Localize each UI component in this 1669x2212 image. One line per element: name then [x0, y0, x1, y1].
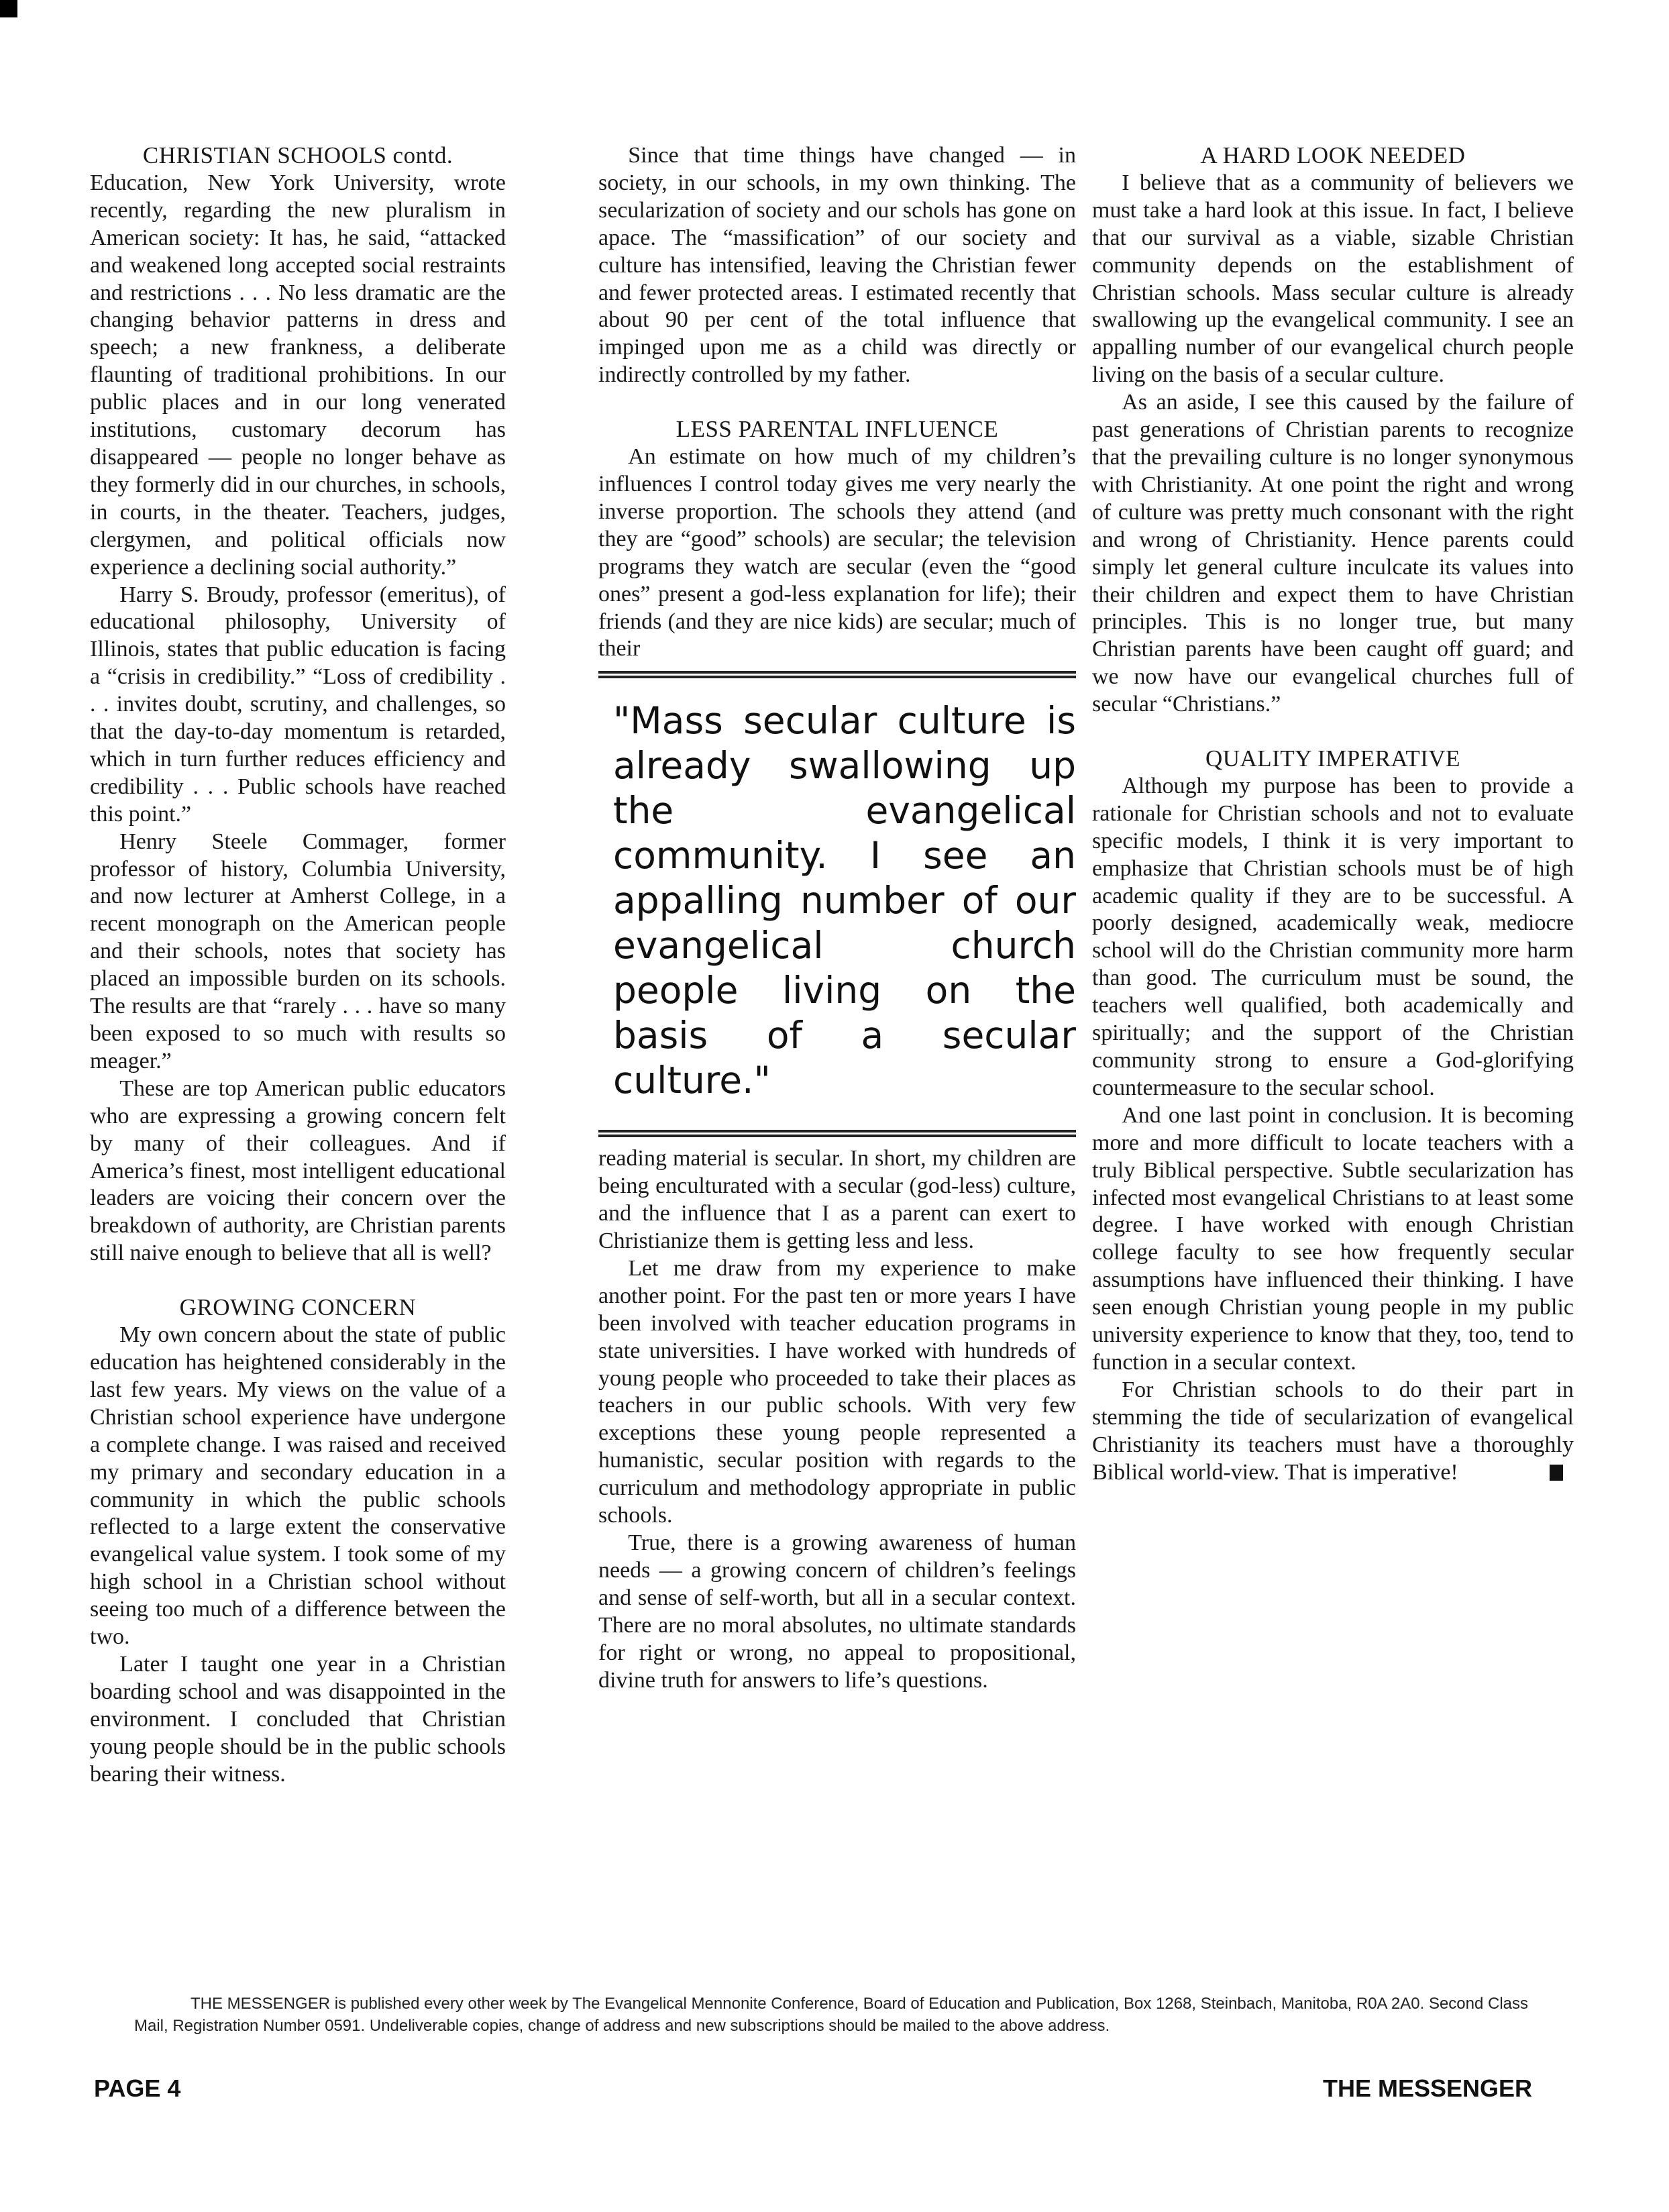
section-heading-quality-imperative: QUALITY IMPERATIVE — [1205, 745, 1461, 772]
paragraph: Education, New York University, wrote recently, regarding the new pluralism in American society: It has, he said, “attacked and weakened long accepted social restraints and restrictions . . . No less dramatic are the changing behavior patterns in dress and speech; a new frankness, a deliberate flaunting of traditional prohibitions. In our public places and in our long venerated institutions, customary decorum has disappeared — people no longer behave as they formerly did in our churches, in schools, in courts, in the theater. Teachers, judges, clergymen, and political officials now experience a declining social authority.” — [90, 170, 506, 580]
paragraph: These are top American public educators who are expressing a growing concern felt by many of their colleagues. And if America’s finest, most intelligent educational leaders are voicing their concern over the breakdown of authority, are Christian parents still naive enough to believe that all is well? — [90, 1075, 506, 1266]
paragraph — [1092, 1377, 1574, 1487]
publication-title: THE MESSENGER — [1323, 2074, 1533, 2102]
section-heading-growing-concern: GROWING CONCERN — [179, 1294, 417, 1321]
paragraph: I believe that as a community of believers we must take a hard look at this issue. In fact, I believe that our survival as a viable, sizable Christian community depends on the establishment of Christian schools. Mass secular culture is already swallowing up the evangelical community. I see an appalling number of our evangelical church people living on the basis of a secular culture. — [1092, 170, 1574, 388]
paragraph: Henry Steele Commager, former professor of history, Columbia University, and now lecturer at Amherst College, in a recent monograph on the American people and their schools, notes that society has placed an impossible burden on its schools. The results are that “rarely . . . have so many been exposed to so much with results so meager.” — [90, 829, 506, 1073]
pullquote-bottom-rule — [598, 1130, 1076, 1137]
closing-paragraph-text: For Christian schools to do their part in stemming the tide of secularization of evangelical Christianity its teachers must have a thoroughly Biblical world-view. That is imperative! — [1092, 1377, 1574, 1485]
pull-quote: "Mass secular culture is already swallowing up the evangelical community. I see an appalling number of our evangelical church people living on the basis of a secular culture." — [613, 699, 1076, 1102]
end-of-article-mark — [1550, 1465, 1563, 1481]
article-column-1 — [90, 142, 506, 1788]
paragraph: Since that time things have changed — in society, in our schools, in my own thinking. The secularization of society and our schols has gone on apace. The “massification” of our society and culture has intensified, leaving the Christian fewer and fewer protected areas. I estimated recently that about 90 per cent of the total influence that impinged upon me as a child was directly or indirectly controlled by my father. — [598, 143, 1076, 388]
paragraph: Let me draw from my experience to make another point. For the past ten or more years I have been involved with teacher education programs in state universities. I have worked with hundreds of young people who proceeded to take their places as teachers in our public schools. With very few exceptions these young people represented a humanistic, secular position with regards to the curriculum and methodology appropriate in public schools. — [598, 1255, 1076, 1528]
page-number: PAGE 4 — [94, 2074, 181, 2102]
paragraph: As an aside, I see this caused by the failure of past generations of Christian parents to recognize that the prevailing culture is no longer synonymous with Christianity. At one point the right and wrong of culture was pretty much consonant with the right and wrong of Christianity. Hence parents could simply let general culture inculcate its values into their children and expect them to have Christian principles. This is no longer true, but many Christian parents have been caught off guard; and we now have our evangelical churches full of secular “Christians.” — [1092, 390, 1574, 717]
section-heading-hard-look-needed: A HARD LOOK NEEDED — [1200, 142, 1466, 168]
paragraph: Although my purpose has been to provide a rationale for Christian schools and not to evaluate specific models, I think it is very important to emphasize that Christian schools must be of high academic quality if they are to be successful. A poorly designed, academically weak, mediocre school will do the Christian community more harm than good. The curriculum must be sound, the teachers well qualified, both academically and spiritually; and the support of the Christian community strong to ensure a God-glorifying countermeasure to the secular school. — [1092, 773, 1574, 1100]
paragraph: True, there is a growing awareness of human needs — a growing concern of children’s feelings and sense of self-worth, but all in a secular context. There are no moral absolutes, no ultimate standards for right or wrong, no appeal to propositional, divine truth for answers to life’s questions. — [598, 1530, 1076, 1693]
pullquote-top-rule — [598, 671, 1076, 678]
section-heading-less-parental-influence: LESS PARENTAL INFLUENCE — [676, 416, 999, 443]
paragraph: reading material is secular. In short, my children are being enculturated with a secular (god-less) culture, and the influence that I as a parent can exert to Christianize them is getting less and less. — [598, 1146, 1076, 1254]
paragraph: My own concern about the state of public education has heightened considerably in the last few years. My views on the value of a Christian school experience have undergone a complete change. I was raised and received my primary and secondary education in a community in which the public schools reflected to a large extent the conservative evangelical value system. I took some of my high school in a Christian school without seeing too much of a difference between the two. — [90, 1322, 506, 1650]
scan-corner-mark — [0, 0, 17, 17]
article-column-2 — [598, 142, 1076, 1694]
article-column-3 — [1092, 142, 1574, 1487]
paragraph: Later I taught one year in a Christian boarding school and was disappointed in the environment. I concluded that Christian young people should be in the public schools bearing their witness. — [90, 1651, 506, 1787]
paragraph: Harry S. Broudy, professor (emeritus), of educational philosophy, University of Illinois, states that public education is facing a “crisis in credibility.” “Loss of credibility . . . invites doubt, scrutiny, and challenges, so that the day-to-day momentum is retarded, which in turn further reduces efficiency and credibility . . . Public schools have reached this point.” — [90, 582, 506, 827]
continued-heading: CHRISTIAN SCHOOLS contd. — [142, 142, 453, 168]
paragraph: And one last point in conclusion. It is becoming more and more difficult to locate teachers with a truly Biblical perspective. Subtle secularization has infected most evangelical Christians to at least some degree. I have worked with enough Christian college faculty to see how frequently secular assumptions have influenced their thinking. I have seen enough Christian young people in my public university experience to know that they, too, tend to function in a secular context. — [1092, 1102, 1574, 1375]
publication-notice: THE MESSENGER is published every other week by The Evangelical Mennonite Conference, Board of Education and Publication, Box 1268, Steinbach, Manitoba, R0A 2A0. Second Class Mail, Registration Number 0591. Undeliverable copies, change of address and new subscriptions should be mailed to the above address. — [134, 1995, 1529, 2035]
paragraph: An estimate on how much of my children’s influences I control today gives me very nearly the inverse proportion. The schools they attend (and they are “good” schools) are secular; the television programs they watch are secular (even the “good ones” present a god-less explanation for life); their friends (and they are nice kids) are secular; much of their — [598, 444, 1076, 662]
